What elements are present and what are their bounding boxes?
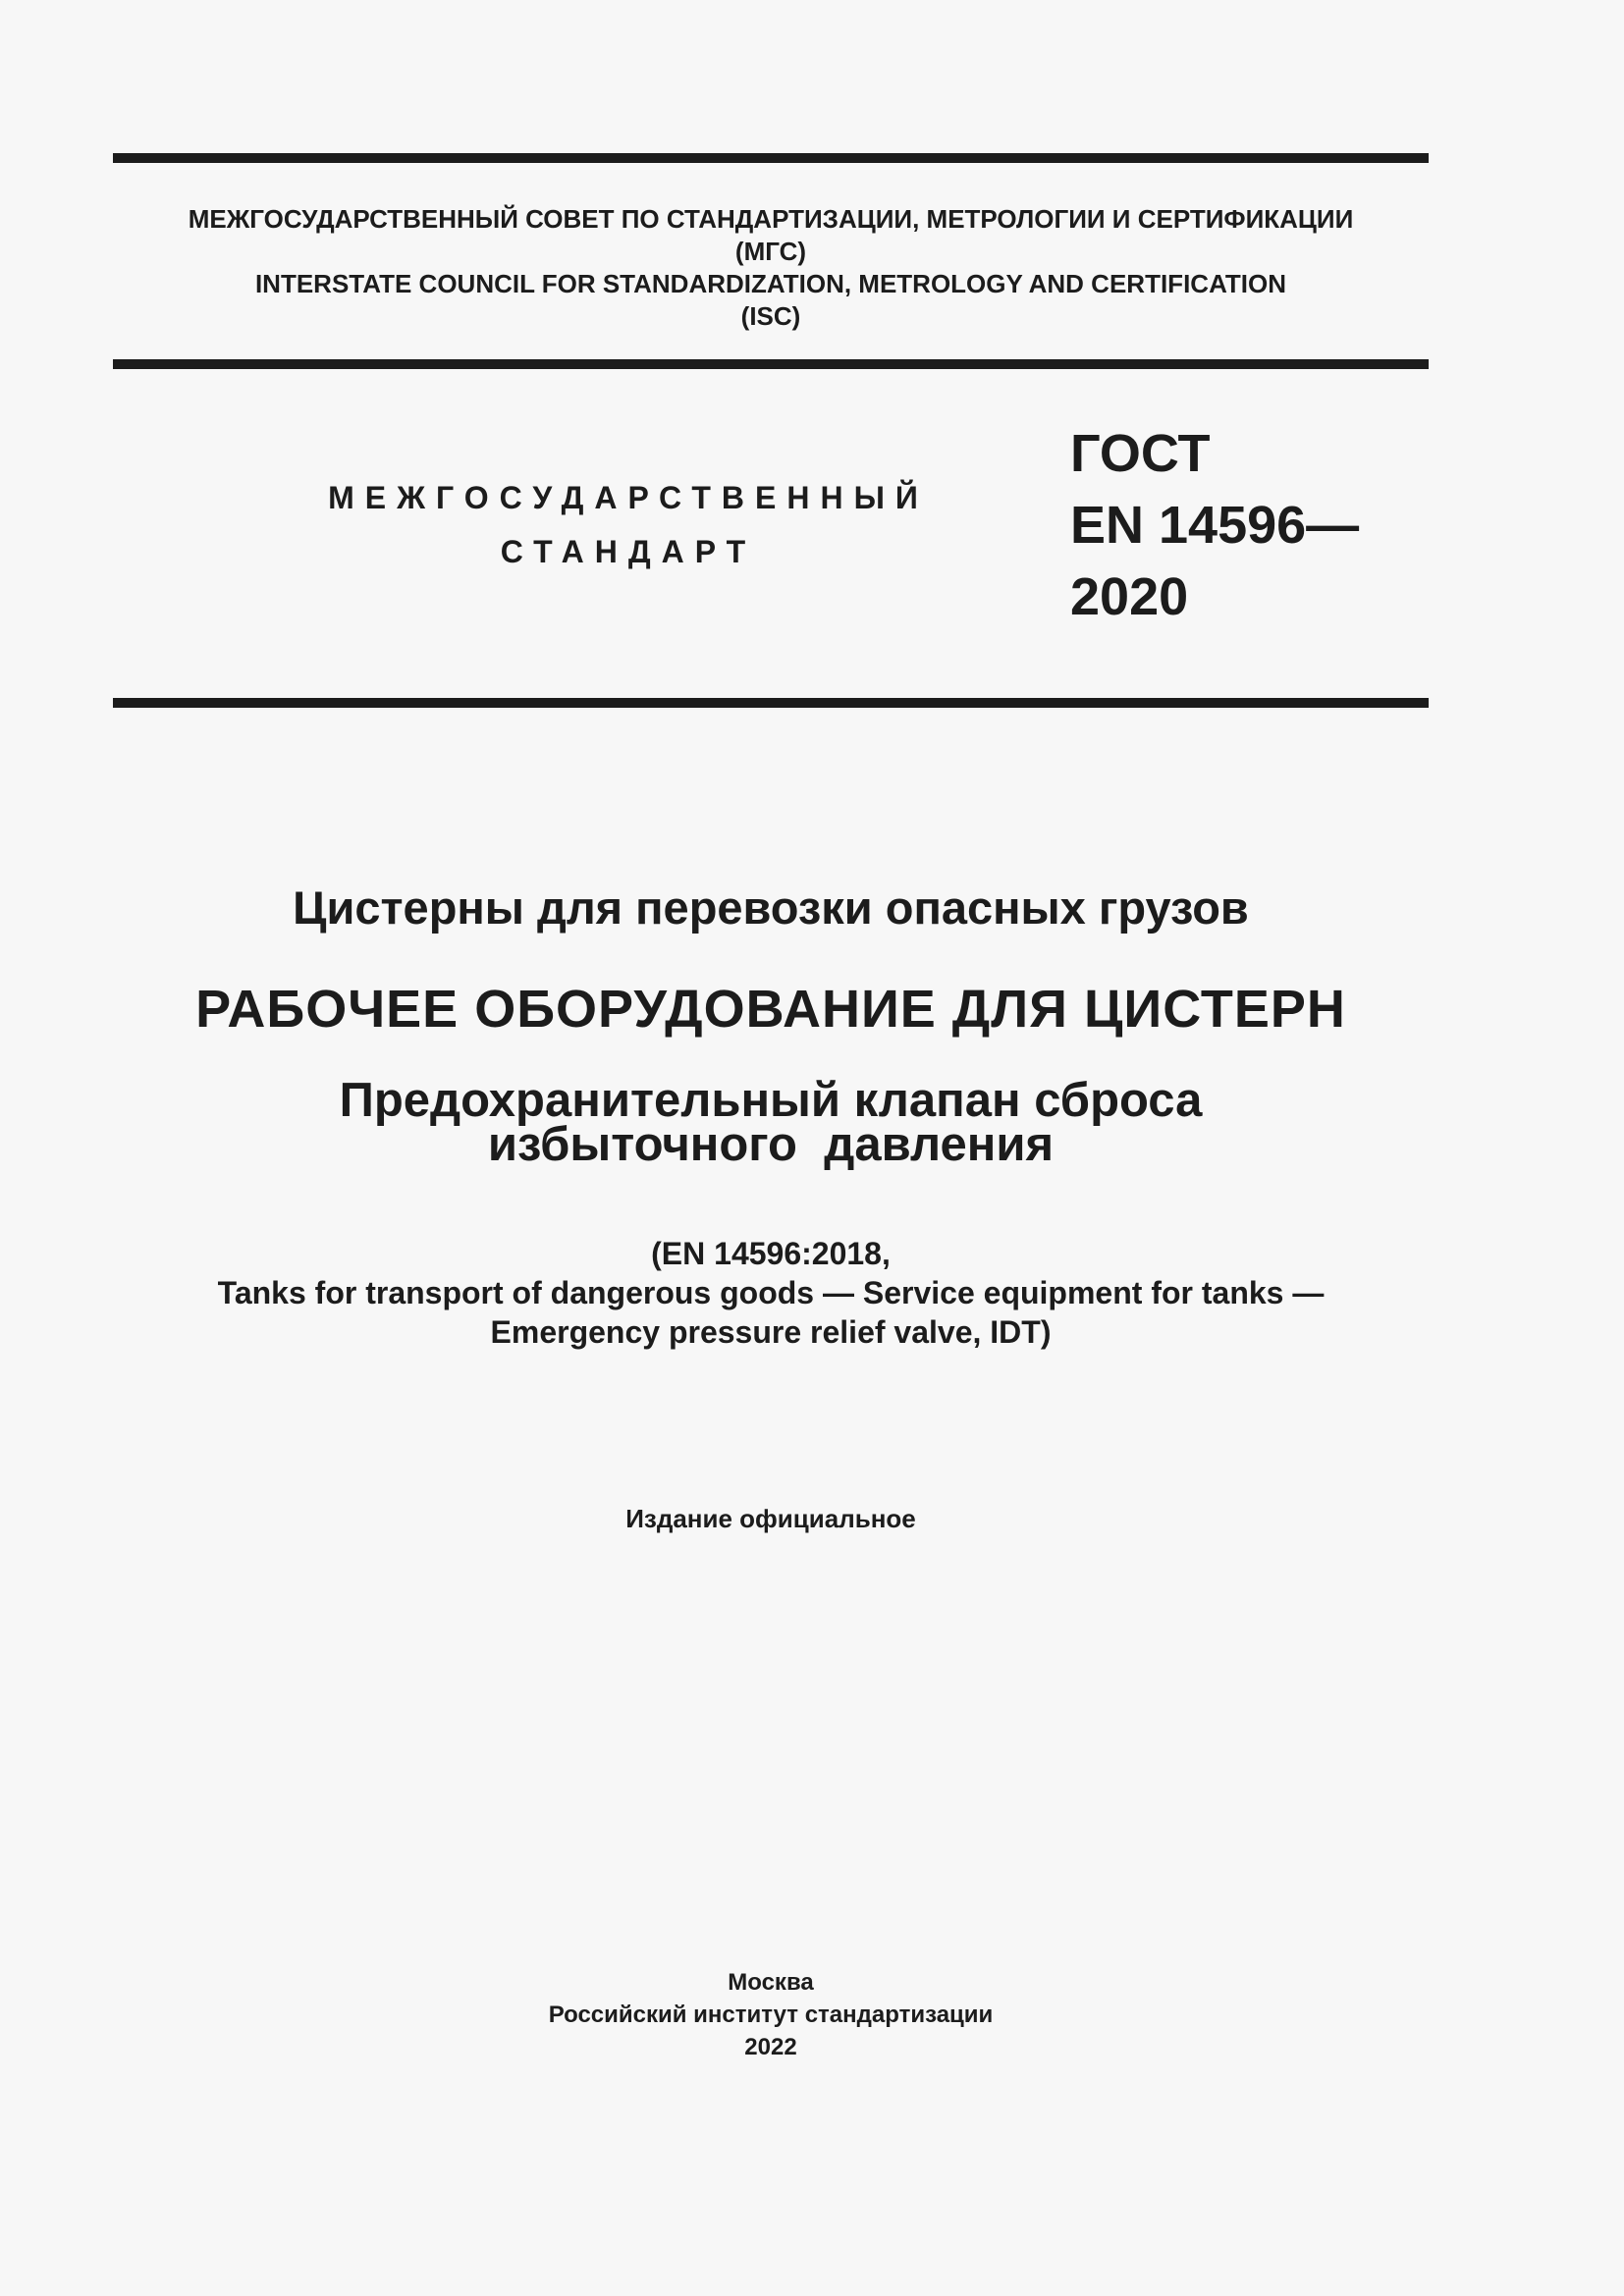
designation-line1: ГОСТ [1070, 424, 1211, 483]
council-header [113, 203, 1429, 333]
designation-line2: EN 14596— [1070, 496, 1360, 555]
top-rule [113, 153, 1429, 163]
en-reference-line3: Emergency pressure relief valve, IDT) [490, 1314, 1052, 1350]
imprint-publisher: Российский институт стандартизации [548, 2002, 994, 2028]
en-reference-line1: (EN 14596:2018, [651, 1236, 891, 1271]
standard-kind-line2: СТАНДАРТ [500, 534, 757, 569]
en-reference [113, 1234, 1429, 1352]
standard-designation [1070, 418, 1359, 633]
title-group-text: Цистерны для перевозки опасных грузов [293, 881, 1249, 934]
edition-note [113, 1502, 1429, 1535]
title-sub-line2: избыточного давления [487, 1118, 1055, 1171]
title-group [113, 879, 1429, 937]
imprint-year: 2022 [744, 2034, 797, 2060]
imprint [113, 1966, 1429, 2063]
title-sub-line1: Предохранительный клапан сброса [339, 1074, 1203, 1127]
title-main-text: РАБОЧЕЕ ОБОРУДОВАНИЕ ДЛЯ ЦИСТЕРН [195, 980, 1346, 1039]
council-name-en: INTERSTATE COUNCIL FOR STANDARDIZATION, METROLOGY AND CERTIFICATION [254, 269, 1287, 298]
edition-text: Издание официальное [625, 1504, 916, 1533]
designation-bottom-rule [113, 698, 1429, 708]
title-sub [113, 1074, 1429, 1171]
en-reference-line2: Tanks for transport of dangerous goods — Service equipment for tanks — [217, 1275, 1325, 1310]
standard-kind-line1: МЕЖГОСУДАРСТВЕННЫЙ [328, 480, 929, 515]
council-abbr-ru: (МГС) [734, 237, 807, 266]
header-bottom-rule [113, 359, 1429, 369]
council-name-ru: МЕЖГОСУДАРСТВЕННЫЙ СОВЕТ ПО СТАНДАРТИЗАЦИИ, МЕТРОЛОГИИ И СЕРТИФИКАЦИИ [188, 204, 1354, 234]
designation-line3: 2020 [1070, 567, 1189, 626]
imprint-city: Москва [728, 1969, 814, 1996]
standard-kind [324, 471, 933, 579]
council-abbr-en: (ISC) [740, 301, 801, 331]
title-main [113, 979, 1429, 1040]
